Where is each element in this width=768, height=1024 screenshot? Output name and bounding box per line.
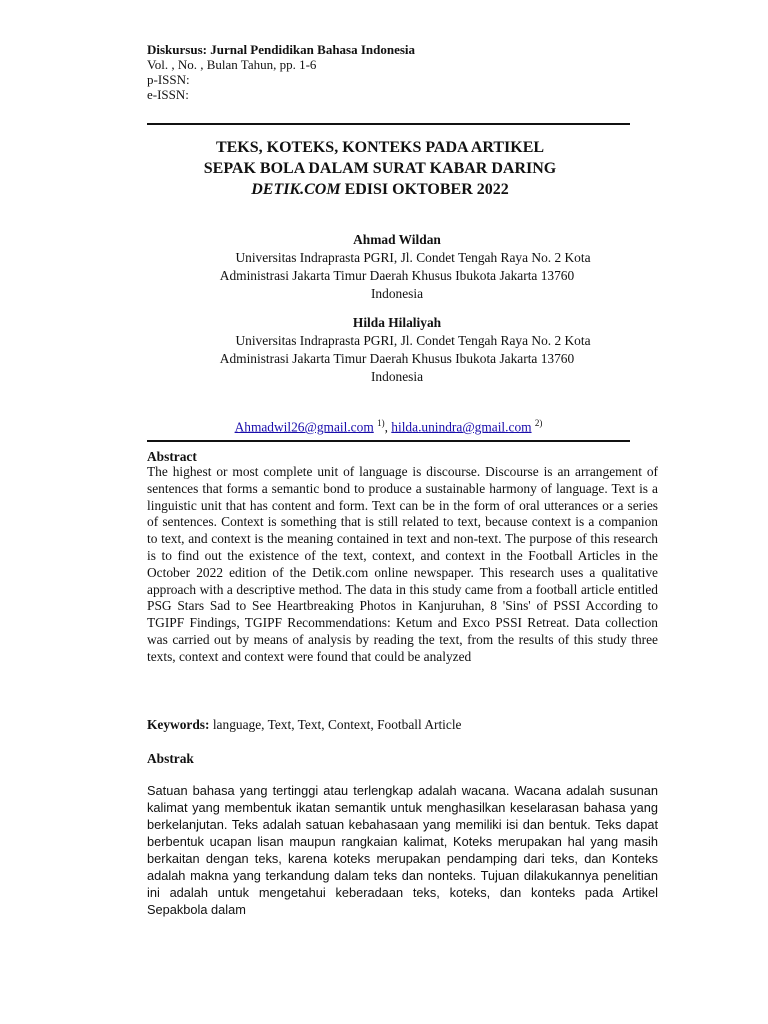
abstract-text: The highest or most complete unit of language is discourse. Discourse is an arrangement of sentences that forms a semantic bond to produce a sustainable harmony of language. Text is a linguistic unit that has content and form. Text can be in the form of oral utterances or a series of sentences. Context is something that is still related to text, because context is a companion to text, and context is the meaning contained in text and non-text. The purpose of this research is to find out the existence of the text, context, and context in the Football Articles in the October 2022 edition of the Detik.com online newspaper. This research uses a qualitative approach with a descriptive method. The data in this study came from a football article entitled PSG Stars Sad to See Heartbreaking Photos in Kanjuruhan, 8 'Sins' of PSSI According to TGIPF Findings, TGIPF Recommendations: Ketum and Exco PSSI Retreat. Data collection was carried out by means of analysis by reading the text, from the results of this study three texts, context and context were found that could be analyzed — [147, 464, 658, 664]
email-separator: , — [384, 419, 392, 435]
paper-title — [180, 137, 580, 200]
keywords — [147, 716, 658, 733]
abstract-rule — [147, 440, 630, 442]
email-link-2[interactable]: hilda.unindra@gmail.com — [391, 419, 532, 435]
keywords-text: language, Text, Text, Context, Football Article — [209, 717, 462, 732]
title-line-2: SEPAK BOLA DALAM SURAT KABAR DARING — [203, 160, 557, 177]
author-affiliation-line: Administrasi Jakarta Timur Daerah Khusus Ibukota Jakarta 13760 — [219, 268, 575, 283]
abstract-heading: Abstract — [147, 449, 197, 464]
author-block-2 — [147, 314, 647, 386]
title-line-1: TEKS, KOTEKS, KONTEKS PADA ARTIKEL — [215, 139, 545, 156]
abstrak-text: Satuan bahasa yang tertinggi atau terlengkap adalah wacana. Wacana adalah susunan kalimat yang membentuk ikatan semantik untuk menghasilkan keselarasan bahasa yang berkelanjutan. Teks adalah satuan kebahasaan yang memiliki isi dan bentuk. Teks dapat berbentuk ucapan lisan maupun rangkaian kalimat, Koteks merupakan hal yang masih berkaitan dengan teks, karena koteks merupakan pendamping dari teks, dan Konteks adalah makna yang terkandung dalam teks dan nonteks. Tujuan dilakukannya penelitian ini adalah untuk mengetahui keberadaan teks, koteks, dan konteks pada Artikel Sepakbola dalam — [147, 783, 658, 917]
author-affiliation-line: Indonesia — [370, 369, 424, 384]
author-emails — [147, 414, 630, 436]
author-affiliation-line: Universitas Indraprasta PGRI, Jl. Condet Tengah Raya No. 2 Kota — [235, 333, 591, 348]
keywords-label: Keywords: — [147, 717, 210, 732]
title-line-3-rest: EDISI OKTOBER 2022 — [340, 181, 509, 198]
email-link-1[interactable]: Ahmadwil26@gmail.com — [234, 419, 374, 435]
journal-pissn: p-ISSN: — [147, 72, 190, 87]
author-name: Hilda Hilaliyah — [352, 315, 442, 330]
author-affiliation-line: Indonesia — [370, 286, 424, 301]
journal-eissn: e-ISSN: — [147, 87, 189, 102]
journal-name: Diskursus: Jurnal Pendidikan Bahasa Indonesia — [147, 42, 416, 57]
author-name: Ahmad Wildan — [353, 232, 441, 247]
email-superscript-1: 1) — [377, 418, 385, 428]
email-superscript-2: 2) — [534, 418, 543, 428]
author-affiliation-line: Universitas Indraprasta PGRI, Jl. Condet Tengah Raya No. 2 Kota — [235, 250, 591, 265]
abstrak-heading: Abstrak — [147, 751, 194, 766]
journal-header — [147, 42, 617, 102]
title-line-3 — [180, 179, 580, 200]
title-newspaper-name: DETIK.COM — [251, 181, 341, 198]
header-rule — [147, 123, 630, 125]
journal-volume: Vol. , No. , Bulan Tahun, pp. 1-6 — [147, 57, 317, 72]
author-affiliation-line: Administrasi Jakarta Timur Daerah Khusus Ibukota Jakarta 13760 — [219, 351, 575, 366]
author-block-1 — [147, 231, 647, 303]
